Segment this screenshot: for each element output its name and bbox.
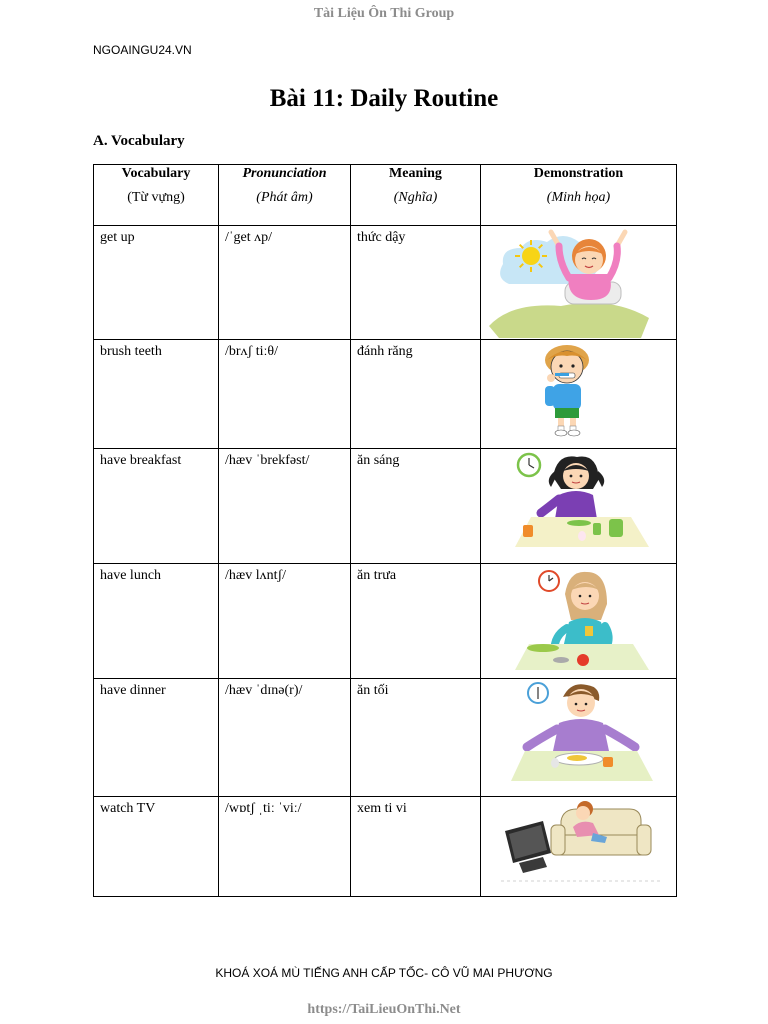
meaning-cell: ăn trưa — [351, 564, 481, 679]
table-row — [94, 449, 677, 564]
meaning-cell: thức dậy — [351, 226, 481, 340]
wake-up-illustration — [481, 226, 677, 340]
table-header-row — [94, 165, 677, 226]
page-title: Bài 11: Daily Routine — [269, 85, 499, 112]
section-title: A. Vocabulary — [93, 133, 185, 149]
word-cell: brush teeth — [94, 340, 219, 449]
ipa-cell: /hæv ˈbrekfəst/ — [219, 449, 351, 564]
group-header: Tài Liệu Ôn Thi Group — [313, 6, 455, 21]
ipa-cell: /ˈget ʌp/ — [219, 226, 351, 340]
breakfast-illustration — [481, 449, 677, 564]
ipa-cell: /brʌʃ tiːθ/ — [219, 340, 351, 449]
table-row — [94, 679, 677, 797]
header-pronunciation: Pronunciation (Phát âm) — [219, 165, 351, 226]
word-cell: have dinner — [94, 679, 219, 797]
header-meaning: Meaning (Nghĩa) — [351, 165, 481, 226]
table-row — [94, 340, 677, 449]
table-row — [94, 797, 677, 897]
lunch-illustration — [481, 564, 677, 679]
meaning-cell: ăn sáng — [351, 449, 481, 564]
dinner-illustration — [481, 679, 677, 797]
ipa-cell: /hæv lʌntʃ/ — [219, 564, 351, 679]
vocabulary-table — [93, 164, 677, 897]
meaning-cell: ăn tối — [351, 679, 481, 797]
word-cell: watch TV — [94, 797, 219, 897]
table-row — [94, 226, 677, 340]
header-demonstration: Demonstration (Minh họa) — [481, 165, 677, 226]
watch-tv-illustration — [481, 797, 677, 897]
word-cell: have breakfast — [94, 449, 219, 564]
site-name: NGOAINGU24.VN — [93, 43, 192, 57]
course-footer: KHOÁ XOÁ MÙ TIẾNG ANH CẤP TỐC- CÔ VŨ MAI PHƯƠNG — [215, 966, 553, 980]
word-cell: get up — [94, 226, 219, 340]
footer-url: https://TaiLieuOnThi.Net — [307, 1002, 461, 1017]
meaning-cell: đánh răng — [351, 340, 481, 449]
ipa-cell: /wɒtʃ ˌtiː ˈviː/ — [219, 797, 351, 897]
ipa-cell: /hæv ˈdɪnə(r)/ — [219, 679, 351, 797]
brush-teeth-illustration — [481, 340, 677, 449]
word-cell: have lunch — [94, 564, 219, 679]
table-row — [94, 564, 677, 679]
meaning-cell: xem ti vi — [351, 797, 481, 897]
header-vocabulary: Vocabulary (Từ vựng) — [94, 165, 219, 226]
